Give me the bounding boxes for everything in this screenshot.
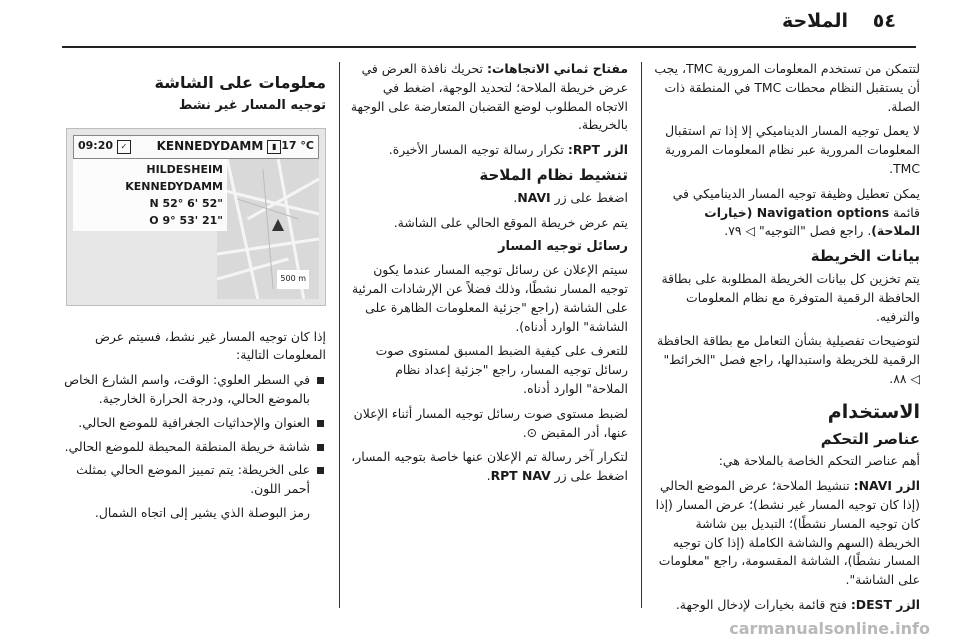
paragraph [350,141,628,160]
paragraph: لضبط مستوى صوت رسائل توجيه المسار أثناء الإعلان عنها، أدر المقبض ⊙. [353,405,628,440]
screen-longitude: O 9° 53' 21" [149,213,223,227]
list-item: العنوان والإحداثيات الجغرافية للموضع الحالي. [62,414,326,433]
thermometer-icon: ▮ [267,140,281,154]
map-image [217,159,319,299]
paragraph: لتوضيحات تفصيلية بشأن التعامل مع بطاقة الحافظة الرقمية للخريطة واستبدالها، راجع فصل "الخرائط" ◁ ٨٨. [657,333,920,386]
column-divider-right [641,62,642,608]
paragraph: للتعرف على كيفية الضبط المسبق لمستوى صوت رسائل توجيه المسار، راجع "جزئية إعداد نظام الملاحة" الوارد أدناه. [375,343,628,396]
button-reference: NAVI [517,189,551,205]
text-run: تنشيط الملاحة؛ عرض الموضع الحالي (إذا كان توجيه المسار غير نشط)؛ عرض المسار (إذا كان توجيه المسار نشطًا)؛ التبديل بين شاشة الخريطة (السهم والشاشة الكاملة (إذا كان توجيه المسار نشطًا)، الشاشة المقسومة، راجع "معلومات على الشاشة". [655,478,920,588]
text-run: . [486,468,491,484]
column-middle [350,60,628,492]
column-right [654,60,920,621]
menu-reference: Navigation options (خيارات الملاحة) [704,204,920,239]
section-heading-activate: تنشيط نظام الملاحة [479,165,628,184]
button-reference: RPT NAV [490,468,551,484]
list-item: على الخريطة: يتم تمييز الموضع الحالي بمثلث أحمر اللون. [62,461,326,499]
info-bullet-list [62,371,326,499]
paragraph: يتم تخزين كل بيانات الخريطة المطلوبة على بطاقة الحافظة الرقمية المتوفرة مع نظام المعلومات والترفيه. [661,270,920,324]
paragraph: رمز البوصلة الذي يشير إلى اتجاه الشمال. [94,504,310,520]
section-heading-map-data: بيانات الخريطة [810,247,920,266]
list-item: شاشة خريطة المنطقة المحيطة للموضع الحالي. [62,438,326,457]
text-run: اضغط على زر [554,189,628,205]
map-scale: 500 m [277,270,309,289]
paragraph [350,189,628,208]
screen-time: 09:20 [78,139,114,153]
column-divider-left [339,62,340,608]
compass-icon: ✓ [117,140,131,154]
text-run: فتح قائمة بخيارات لإدخال الوجهة. [675,596,847,612]
text-run: لتكرار آخر رسالة تم الإعلان عنها خاصة بتوجيه المسار، اضغط على زر [351,449,628,484]
screen-latitude: N 52° 6' 52" [149,196,223,210]
screen-status-bar [73,135,319,159]
paragraph [654,185,920,241]
paragraph: لا يعمل توجيه المسار الديناميكي إلا إذا تم استقبال المعلومات المرورية عبر نظام المعلومات المرورية TMC. [664,123,920,176]
paragraph: سيتم الإعلان عن رسائل توجيه المسار عندما يكون توجيه المسار نشطًا، وذلك فضلاً عن الإرشادات المرئية على الشاشة (راجع "جزئية المعلومات الظاهرة على الشاشة" الوارد أدناه). [351,262,628,334]
screen-city: HILDESHEIM [146,162,223,176]
control-reference: مفتاح ثماني الاتجاهات: [486,61,628,76]
navigation-screen-illustration [66,128,326,306]
text-run: يمكن تعطيل وظيفة توجيه المسار الديناميكي في قائمة [672,185,920,220]
page-title: الملاحة [781,10,848,32]
section-heading-screen-info: معلومات على الشاشة [154,73,326,92]
paragraph: يتم عرض خريطة الموقع الحالي على الشاشة. [393,214,628,230]
text-run: . راجع فصل "التوجيه" ◁ ٧٩. [724,223,872,239]
text-run: . [513,189,518,205]
page-header [0,6,960,46]
subheading-guidance-inactive: توجيه المسار غير نشط [178,97,326,113]
paragraph: لتتمكن من تستخدم المعلومات المرورية TMC، يجب أن يستقبل النظام محطات TMC في المنطقة ذات الصلة. [654,61,920,114]
screen-address-street: KENNEDYDAMM [125,179,223,193]
paragraph: أهم عناصر التحكم الخاصة بالملاحة هي: [718,453,920,469]
paragraph [350,448,628,486]
list-item: في السطر العلوي: الوقت، واسم الشارع الخاص بالموضع الحالي، ودرجة الحرارة الخارجية. [62,371,326,409]
button-reference: الزر DEST: [850,596,920,612]
watermark: carmanualsonline.info [729,619,930,638]
text-run: تكرار رسالة توجيه المسار الأخيرة. [388,142,564,158]
screen-address-block [73,159,227,231]
paragraph [654,596,920,615]
section-heading-usage: الاستخدام [827,400,920,423]
screen-temperature: 17 °C [281,139,314,153]
button-reference: الزر NAVI: [853,478,920,494]
screen-street: KENNEDYDAMM [156,139,264,154]
paragraph [350,60,628,135]
paragraph: إذا كان توجيه المسار غير نشط، فسيتم عرض المعلومات التالية: [94,328,326,363]
header-rule [62,46,916,48]
position-triangle-icon [272,219,284,231]
text-run: تحريك نافذة العرض في عرض خريطة الملاحة؛ لتحديد الوجهة، اضغط في الاتجاه المطلوب لوضع القضبان المتعارضة على الوجهة بالخريطة. [350,61,628,133]
section-heading-messages: رسائل توجيه المسار [498,239,628,255]
paragraph [654,477,920,590]
column-left [62,60,326,529]
button-reference: الزر RPT: [567,142,628,158]
section-heading-controls: عناصر التحكم [820,429,920,448]
page-number: ٥٤ [872,10,896,32]
